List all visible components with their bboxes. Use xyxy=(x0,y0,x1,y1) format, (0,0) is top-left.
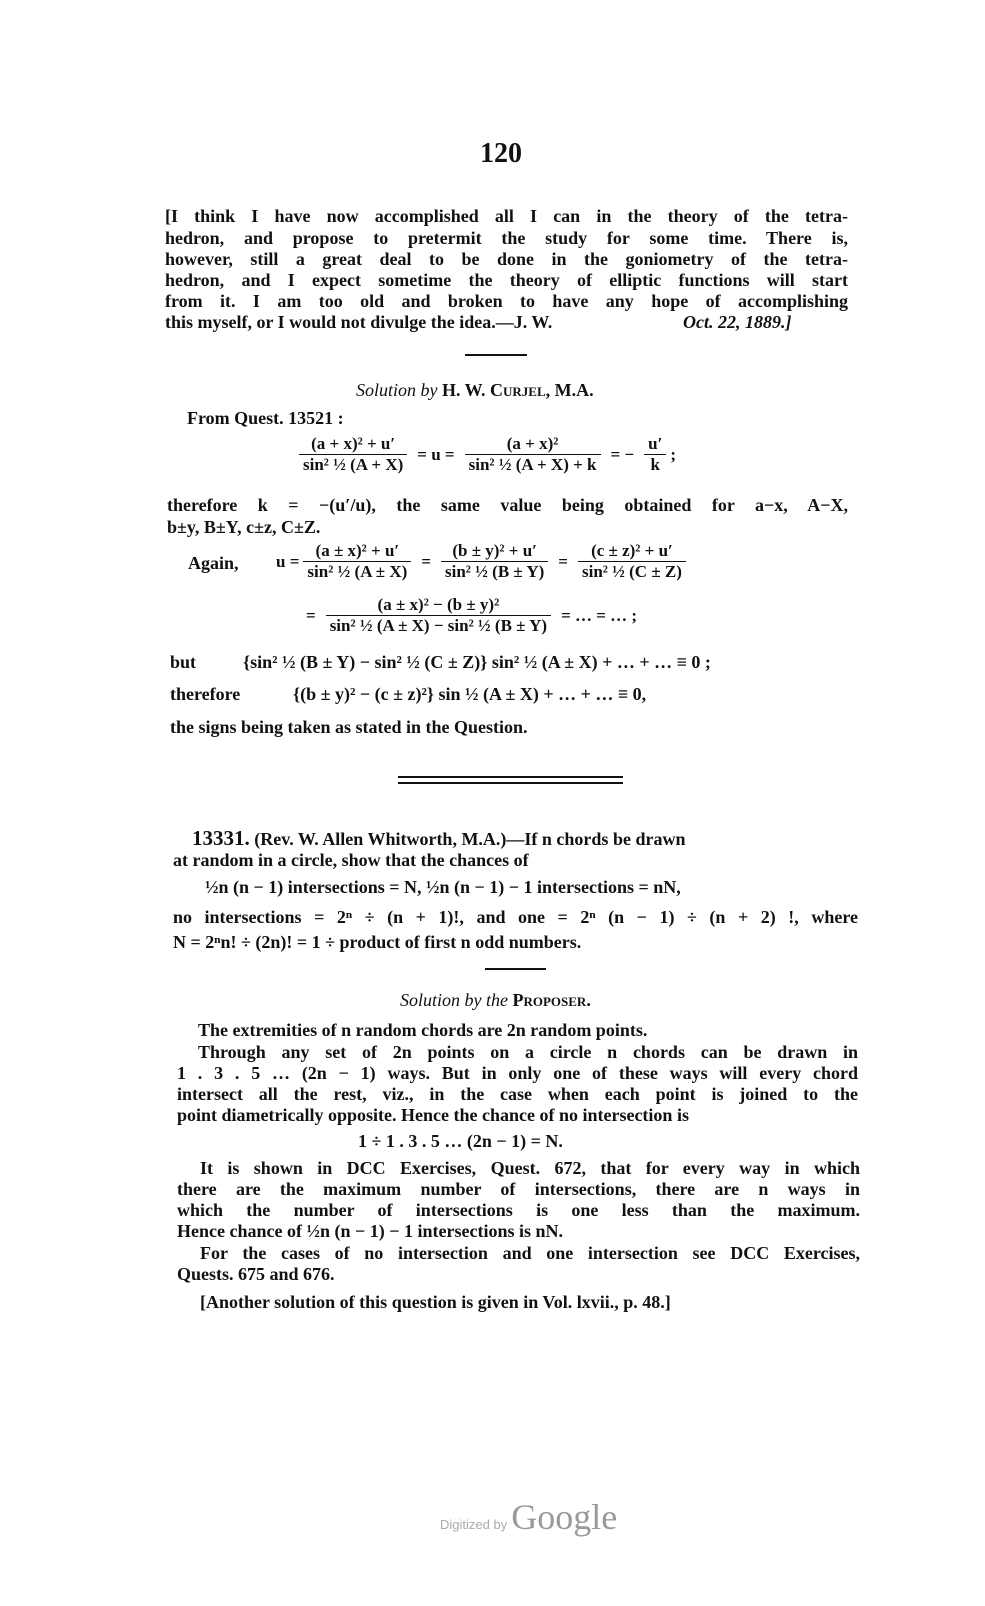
question-text: (Rev. W. Allen Whitworth, M.A.)—If n chords be drawn xyxy=(254,829,686,849)
operator: = xyxy=(558,551,568,571)
operator: = u = xyxy=(417,444,455,464)
fraction xyxy=(465,434,601,475)
note-line: from it. I am too old and broken to have any hope of accomplishing xyxy=(165,291,848,311)
text-line: intersect all the rest, viz., in the case when each point is joined to the xyxy=(177,1084,858,1104)
text-line: [Another solution of this question is given in Vol. lxvii., p. 48.] xyxy=(200,1292,671,1312)
denominator: k xyxy=(650,455,661,474)
solution-heading xyxy=(356,379,594,401)
text-line: 1 . 3 . 5 … (2n − 1) ways. But in only one of these ways will every chord xyxy=(177,1063,858,1083)
again-label: Again, xyxy=(188,553,239,573)
from-quest: From Quest. 13521 : xyxy=(187,408,344,428)
denominator: sin² ½ (B ± Y) xyxy=(445,562,545,581)
equation: 1 ÷ 1 . 3 . 5 … (2n − 1) = N. xyxy=(358,1131,563,1151)
double-rule-top xyxy=(398,776,623,778)
text-line: The extremities of n random chords are 2n random points. xyxy=(198,1020,648,1040)
numerator: (a ± x)² + u′ xyxy=(303,541,411,562)
equation-1 xyxy=(295,434,676,475)
question-first-line xyxy=(192,827,858,850)
note-line: [I think I have now accomplished all I can in the theory of the tetra- xyxy=(165,206,848,226)
solution-prefix: Solution by xyxy=(356,380,438,400)
solution-prefix: Solution by the xyxy=(400,990,508,1010)
operator: = xyxy=(421,551,432,571)
text-line: For the cases of no intersection and one intersection see DCC Exercises, xyxy=(200,1243,860,1263)
denominator: sin² ½ (A + X) + k xyxy=(468,455,597,474)
fraction xyxy=(299,434,407,475)
denominator: sin² ½ (A + X) xyxy=(303,455,404,474)
numerator: (a + x)² xyxy=(465,434,601,455)
note-date-text: Oct. 22, 1889.] xyxy=(683,312,792,332)
operator: = − xyxy=(610,444,635,464)
watermark-prefix: Digitized by xyxy=(440,1517,508,1532)
numerator: (a + x)² + u′ xyxy=(299,434,407,455)
fraction xyxy=(578,541,686,582)
conclusion: the signs being taken as stated in the Question. xyxy=(170,717,528,737)
text-line: therefore k = −(u′/u), the same value being obtained for a−x, A−X, xyxy=(167,495,848,515)
denominator: sin² ½ (A ± X) − sin² ½ (B ± Y) xyxy=(329,616,548,635)
page-number: 120 xyxy=(480,138,522,169)
divider xyxy=(485,968,546,970)
text-line: Through any set of 2n points on a circle n chords can be drawn in xyxy=(198,1042,858,1062)
text-line: b±y, B±Y, c±z, C±Z. xyxy=(167,517,321,537)
equation-3 xyxy=(300,595,643,636)
but-expression: {sin² ½ (B ± Y) − sin² ½ (C ± Z)} sin² ½ (A ± X) + … + … ≡ 0 ; xyxy=(243,652,711,672)
text-line: there are the maximum number of intersections, there are n ways in xyxy=(177,1179,860,1199)
text-line: which the number of intersections is one less than the maximum. xyxy=(177,1200,860,1220)
denominator: sin² ½ (C ± Z) xyxy=(581,562,682,581)
question-line: no intersections = 2ⁿ ÷ (n + 1)!, and one = 2ⁿ (n − 1) ÷ (n + 2) !, where xyxy=(173,907,858,927)
therefore-expression: {(b ± y)² − (c ± z)²} sin ½ (A ± X) + … + … ≡ 0, xyxy=(293,684,647,704)
text-line: point diametrically opposite. Hence the chance of no intersection is xyxy=(177,1105,689,1125)
text-line: Hence chance of ½n (n − 1) − 1 intersections is nN. xyxy=(177,1221,563,1241)
numerator: u′ xyxy=(644,434,666,455)
equation-2 xyxy=(276,541,690,582)
google-watermark xyxy=(440,1496,617,1538)
solution-heading xyxy=(400,989,591,1011)
therefore-label: therefore xyxy=(170,684,241,704)
question-line: at random in a circle, show that the chances of xyxy=(173,850,529,870)
question-line: ½n (n − 1) intersections = N, ½n (n − 1) − 1 intersections = nN, xyxy=(205,877,681,897)
google-logo: Google xyxy=(511,1497,618,1537)
numerator: (c ± z)² + u′ xyxy=(578,541,686,562)
solution-author: Proposer. xyxy=(512,990,591,1010)
operator: = xyxy=(306,605,316,625)
numerator: (a ± x)² − (b ± y)² xyxy=(326,595,551,616)
text-line: It is shown in DCC Exercises, Quest. 672, that for every way in which xyxy=(200,1158,860,1178)
lhs: u = xyxy=(276,551,300,571)
operator: = … = … ; xyxy=(561,605,638,625)
but-label: but xyxy=(170,652,197,672)
text-line: Quests. 675 and 676. xyxy=(177,1264,335,1284)
note-line: hedron, and propose to pretermit the study for some time. There is, xyxy=(165,228,848,248)
divider xyxy=(465,354,527,356)
denominator: sin² ½ (A ± X) xyxy=(307,562,408,581)
note-date xyxy=(683,311,791,333)
note-line: however, still a great deal to be done in the goniometry of the tetra- xyxy=(165,249,848,269)
numerator: (b ± y)² + u′ xyxy=(441,541,548,562)
question-number: 13331. xyxy=(192,826,250,850)
fraction xyxy=(644,434,666,475)
fraction xyxy=(303,541,411,582)
fraction xyxy=(441,541,548,582)
note-line: this myself, or I would not divulge the idea.—J. W. xyxy=(165,312,553,332)
question-line: N = 2ⁿn! ÷ (2n)! = 1 ÷ product of first n odd numbers. xyxy=(173,932,582,952)
solution-author: H. W. Curjel, M.A. xyxy=(442,380,594,400)
note-line: hedron, and I expect sometime the theory of elliptic functions will start xyxy=(165,270,848,290)
double-rule-bottom xyxy=(398,782,623,784)
fraction xyxy=(326,595,551,636)
punctuation: ; xyxy=(670,444,677,464)
